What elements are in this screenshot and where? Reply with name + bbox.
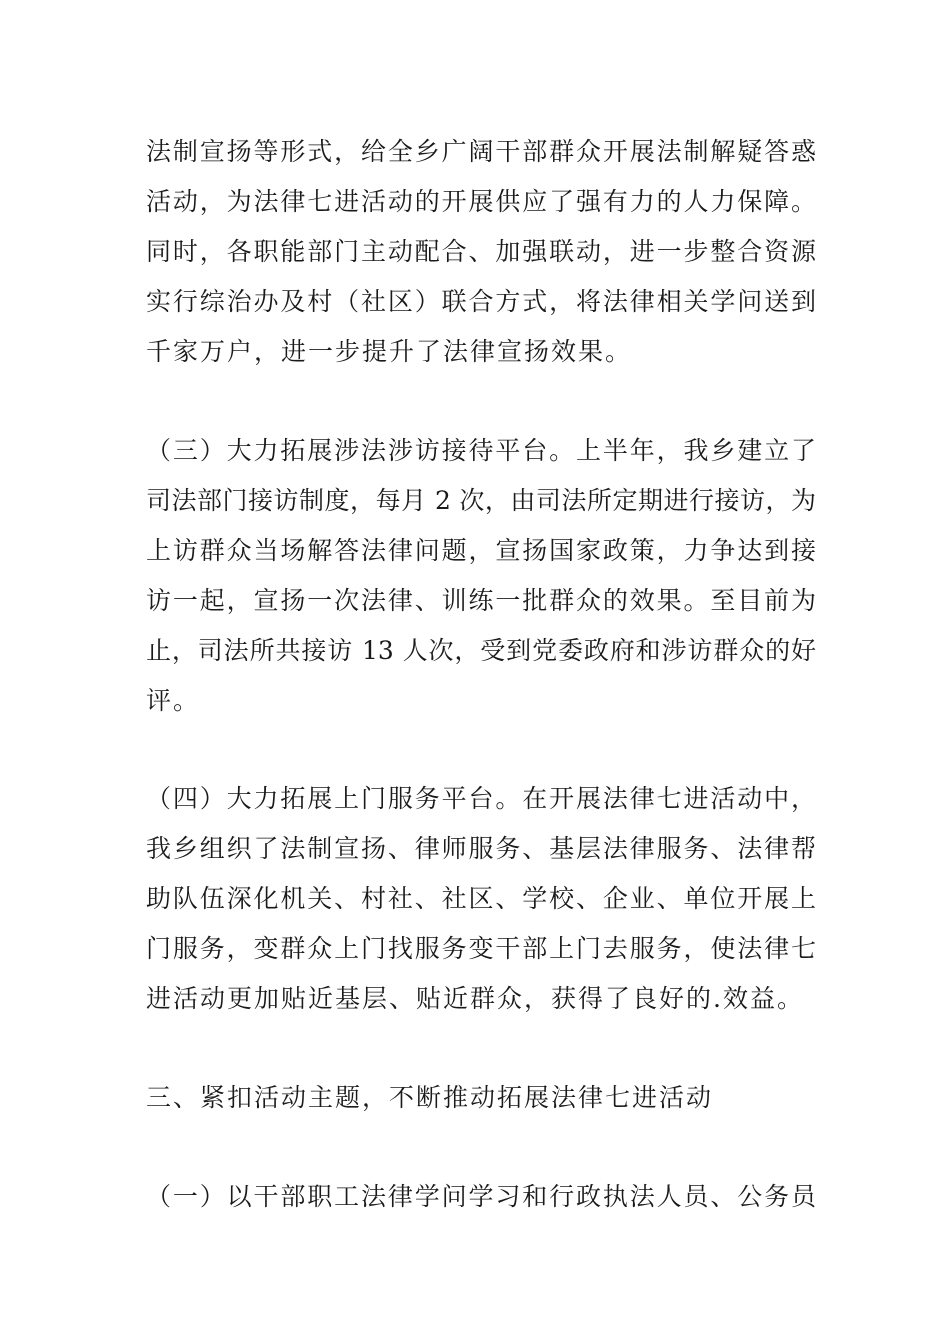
text-line: （四）大力拓展上门服务平台。在开展法律七进活动中， bbox=[146, 784, 816, 813]
text-line: 法制宣扬等形式，给全乡广阔干部群众开展法制解疑答惑 bbox=[146, 137, 816, 166]
text-line: 上访群众当场解答法律问题，宣扬国家政策，力争达到接 bbox=[146, 536, 816, 565]
text-line: 助队伍深化机关、村社、社区、学校、企业、单位开展上 bbox=[146, 884, 816, 913]
text-line: 门服务，变群众上门找服务变干部上门去服务，使法律七 bbox=[146, 934, 816, 963]
text-line: 进活动更加贴近基层、贴近群众，获得了良好的.效益。 bbox=[146, 984, 804, 1013]
text-line: （三）大力拓展涉法涉访接待平台。上半年，我乡建立了 bbox=[146, 436, 816, 465]
text-line: 千家万户，进一步提升了法律宣扬效果。 bbox=[146, 337, 633, 366]
text-line: 止，司法所共接访 13 人次，受到党委政府和涉访群众的好 bbox=[146, 636, 816, 665]
text-line: 访一起，宣扬一次法律、训练一批群众的效果。至目前为 bbox=[146, 586, 816, 615]
text-line: （一）以干部职工法律学问学习和行政执法人员、公务员 bbox=[146, 1182, 816, 1211]
text-line: 我乡组织了法制宣扬、律师服务、基层法律服务、法律帮 bbox=[146, 834, 816, 863]
text-line: 活动，为法律七进活动的开展供应了强有力的人力保障。 bbox=[146, 187, 816, 216]
text-line: 司法部门接访制度，每月 2 次，由司法所定期进行接访，为 bbox=[146, 486, 816, 515]
text-line: 评。 bbox=[146, 686, 201, 715]
text-line: 实行综治办及村（社区）联合方式，将法律相关学问送到 bbox=[146, 287, 816, 316]
section-heading: 三、紧扣活动主题，不断推动拓展法律七进活动 bbox=[146, 1083, 714, 1112]
text-line: 同时，各职能部门主动配合、加强联动，进一步整合资源 bbox=[146, 237, 816, 266]
